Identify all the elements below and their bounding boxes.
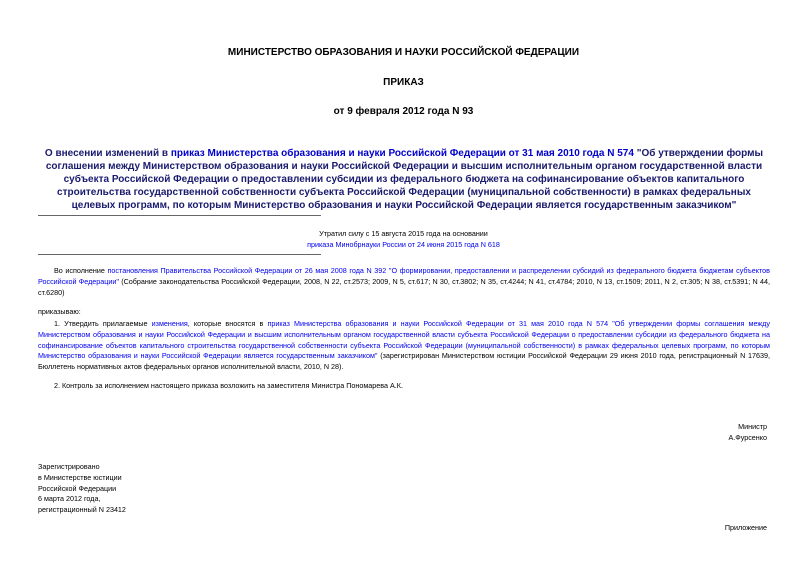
item-2: 2. Контроль за исполнением настоящего приказа возложить на заместителя Министра Пономарева А.К. [54, 381, 403, 390]
intro-paragraph [38, 266, 770, 298]
registration-line: Российской Федерации [38, 483, 117, 493]
item1-rest: (зарегистрирован Министерством юстиции Российской Федерации 29 июня 2010 года, регистрационный N 17639, Бюллетень нормативных актов федеральных органов исполнительной власти, 2010, N 28). [38, 351, 770, 372]
registration-line: 6 марта 2012 года, [38, 494, 101, 504]
title-prefix: О внесении изменений в [44, 148, 171, 159]
doc-type-heading: ПРИКАЗ [383, 77, 424, 88]
registration-block [38, 462, 126, 516]
divider-top [38, 215, 321, 216]
item1-mid: , которые вносятся в [187, 319, 268, 328]
registration-line: в Министерстве юстиции [38, 472, 122, 482]
signature-name: А.Фурсенко [728, 432, 767, 442]
title-rest: "Об утверждении формы соглашения между Министерством образования и науки Российской Федерации и высшим исполнительным органом государственной власти субъекта Российской Федерации о предоставлении субсидии из федерального бюджета на софинансирование объектов капитального строительства государственной собственности субъекта Российской Федерации (муниципальной собственности) в рамках федеральных целевых программ, по которым Министерство образования и науки Российской Федерации является государственным заказчиком" [45, 148, 764, 211]
registration-line: регистрационный N 23412 [38, 505, 126, 515]
status-line: Утратил силу с 15 августа 2015 года на основании [319, 229, 488, 238]
item1-link-order-574[interactable]: приказ Министерства образования и науки Российской Федерации от 31 мая 2010 года N 574 "Об утверждении формы соглашения между Министерством образования и науки Российской Федерации и высшим исполнительным органом государственной власти субъекта Российской Федерации о предоставлении субсидии из федерального бюджета на софинансирование объектов капитального строительства государственной собственности субъекта Российской Федерации (муниципальной собственности) в рамках федеральных целевых программ, по которым Министерство образования и науки Российской Федерации является государственным заказчиком" [38, 319, 770, 361]
doc-date-number: от 9 февраля 2012 года N 93 [333, 106, 474, 117]
intro-link-resolution-392[interactable]: постановления Правительства Российской Федерации от 26 мая 2008 года N 392 "О формировании, предоставлении и распределении субсидий из федерального бюджета бюджетам субъектов Российской Федерации" [38, 266, 770, 286]
ministry-heading: МИНИСТЕРСТВО ОБРАЗОВАНИЯ И НАУКИ РОССИЙСКОЙ ФЕДЕРАЦИИ [227, 47, 580, 58]
item1-prefix: 1. Утвердить прилагаемые [54, 319, 152, 328]
status-link[interactable]: приказа Минобрнауки России от 24 июня 2015 года N 618 [307, 239, 500, 249]
document-title [38, 147, 770, 212]
intro-rest: (Собрание законодательства Российской Федерации, 2008, N 22, ст.2573; 2009, N 5, ст.617; N 30, ст.3802; N 35, ст.4244; N 41, ст.4784; 2010, N 13, ст.1509; 2011, N 2, ст.305; N 38, ст.5391; N 44, ст.6280) [38, 276, 770, 297]
registration-line: Зарегистрировано [38, 462, 100, 471]
item1-link-changes[interactable]: изменения [151, 319, 188, 328]
divider-bottom [38, 254, 321, 255]
title-link-order-574[interactable]: приказ Министерства образования и науки Российской Федерации от 31 мая 2010 года N 574 [170, 148, 634, 159]
intro-prefix: Во исполнение [54, 266, 108, 275]
orders-word: приказываю: [38, 307, 81, 316]
appendix-label: Приложение [724, 523, 767, 532]
signature-role: Министр [738, 422, 767, 431]
status-note [0, 229, 807, 251]
signature-block [728, 422, 767, 444]
item-1 [38, 319, 770, 373]
